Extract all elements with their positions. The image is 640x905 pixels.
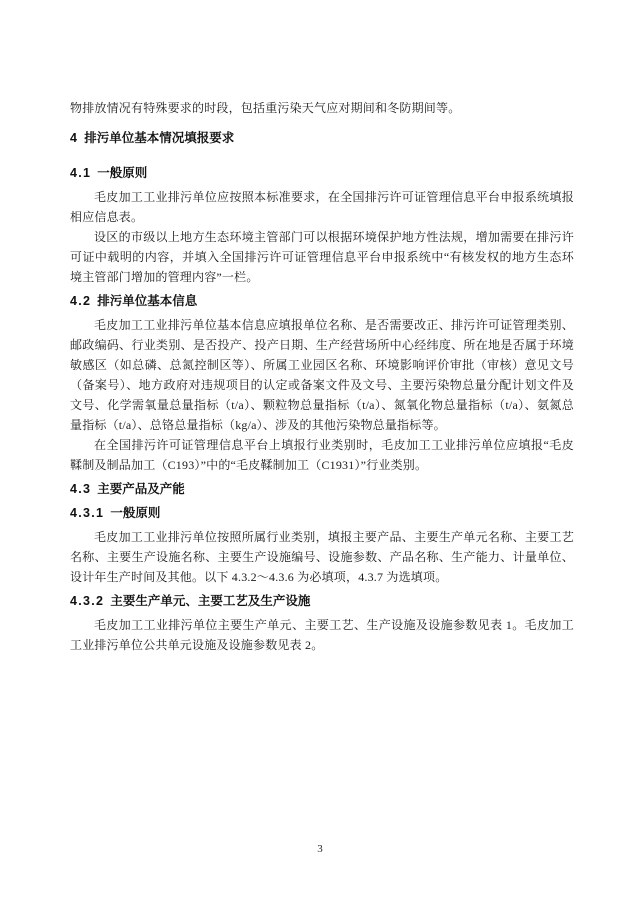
heading-section-4-1 [70,163,574,183]
heading-number: 4.3.1 [70,506,105,520]
paragraph-4-2-a: 毛皮加工工业排污单位基本信息应填报单位名称、是否需要改正、排污许可证管理类别、邮政编码、行业类别、是否投产、投产日期、生产经营场所中心经纬度、所在地是否属于环境敏感区（如总磷、总氮控制区等）、所属工业园区名称、环境影响评价审批（审核）意见文号（备案号）、地方政府对违规项目的认定或备案文件及文号、主要污染物总量分配计划文件及文号、化学需氧量总量指标（t/a）、颗粒物总量指标（t/a）、氮氧化物总量指标（t/a）、氨氮总量指标（t/a）、总铬总量指标（kg/a）、涉及的其他污染物总量指标等。 [70,318,574,432]
paragraph-4-1-a: 毛皮加工工业排污单位应按照本标准要求，在全国排污许可证管理信息平台申报系统填报相应信息表。 [70,190,574,224]
heading-section-4-3 [70,479,574,499]
heading-title: 一般原则 [110,506,161,520]
page-footer [0,839,640,857]
page-number: 3 [317,843,323,855]
heading-section-4 [70,128,574,148]
heading-number: 4.3 [70,482,92,496]
paragraph-4-2-b: 在全国排污许可证管理信息平台上填报行业类别时，毛皮加工工业排污单位应填报“毛皮鞣制及制品加工（C193）”中的“毛皮鞣制加工（C1931）”行业类别。 [70,438,574,472]
heading-number: 4.3.2 [70,594,105,608]
heading-title: 排污单位基本情况填报要求 [84,131,235,145]
heading-title: 一般原则 [97,166,148,180]
heading-number: 4.2 [70,294,92,308]
heading-section-4-3-2 [70,591,574,611]
heading-title: 主要生产单元、主要工艺及生产设施 [110,594,311,608]
heading-number: 4.1 [70,166,92,180]
paragraph-4-3-2: 毛皮加工工业排污单位主要生产单元、主要工艺、生产设施及设施参数见表 1。毛皮加工工业排污单位公共单元设施及设施参数见表 2。 [70,618,574,652]
paragraph-4-3-1: 毛皮加工工业排污单位按照所属行业类别，填报主要产品、主要生产单元名称、主要工艺名称、主要生产设施名称、主要生产设施编号、设施参数、产品名称、生产能力、计量单位、设计年生产时间及其他。以下 4.3.2～4.3.6 为必填项，4.3.7 为选填项。 [70,530,574,584]
heading-title: 排污单位基本信息 [97,294,198,308]
paragraph-4-1-b: 设区的市级以上地方生态环境主管部门可以根据环境保护地方性法规，增加需要在排污许可证中载明的内容，并填入全国排污许可证管理信息平台申报系统中“有核发权的地方生态环境主管部门增加的管理内容”一栏。 [70,230,574,284]
paragraph-continuation: 物排放情况有特殊要求的时段，包括重污染天气应对期间和冬防期间等。 [70,101,461,115]
heading-number: 4 [70,131,79,145]
heading-title: 主要产品及产能 [97,482,185,496]
heading-section-4-3-1 [70,503,574,523]
heading-section-4-2 [70,291,574,311]
